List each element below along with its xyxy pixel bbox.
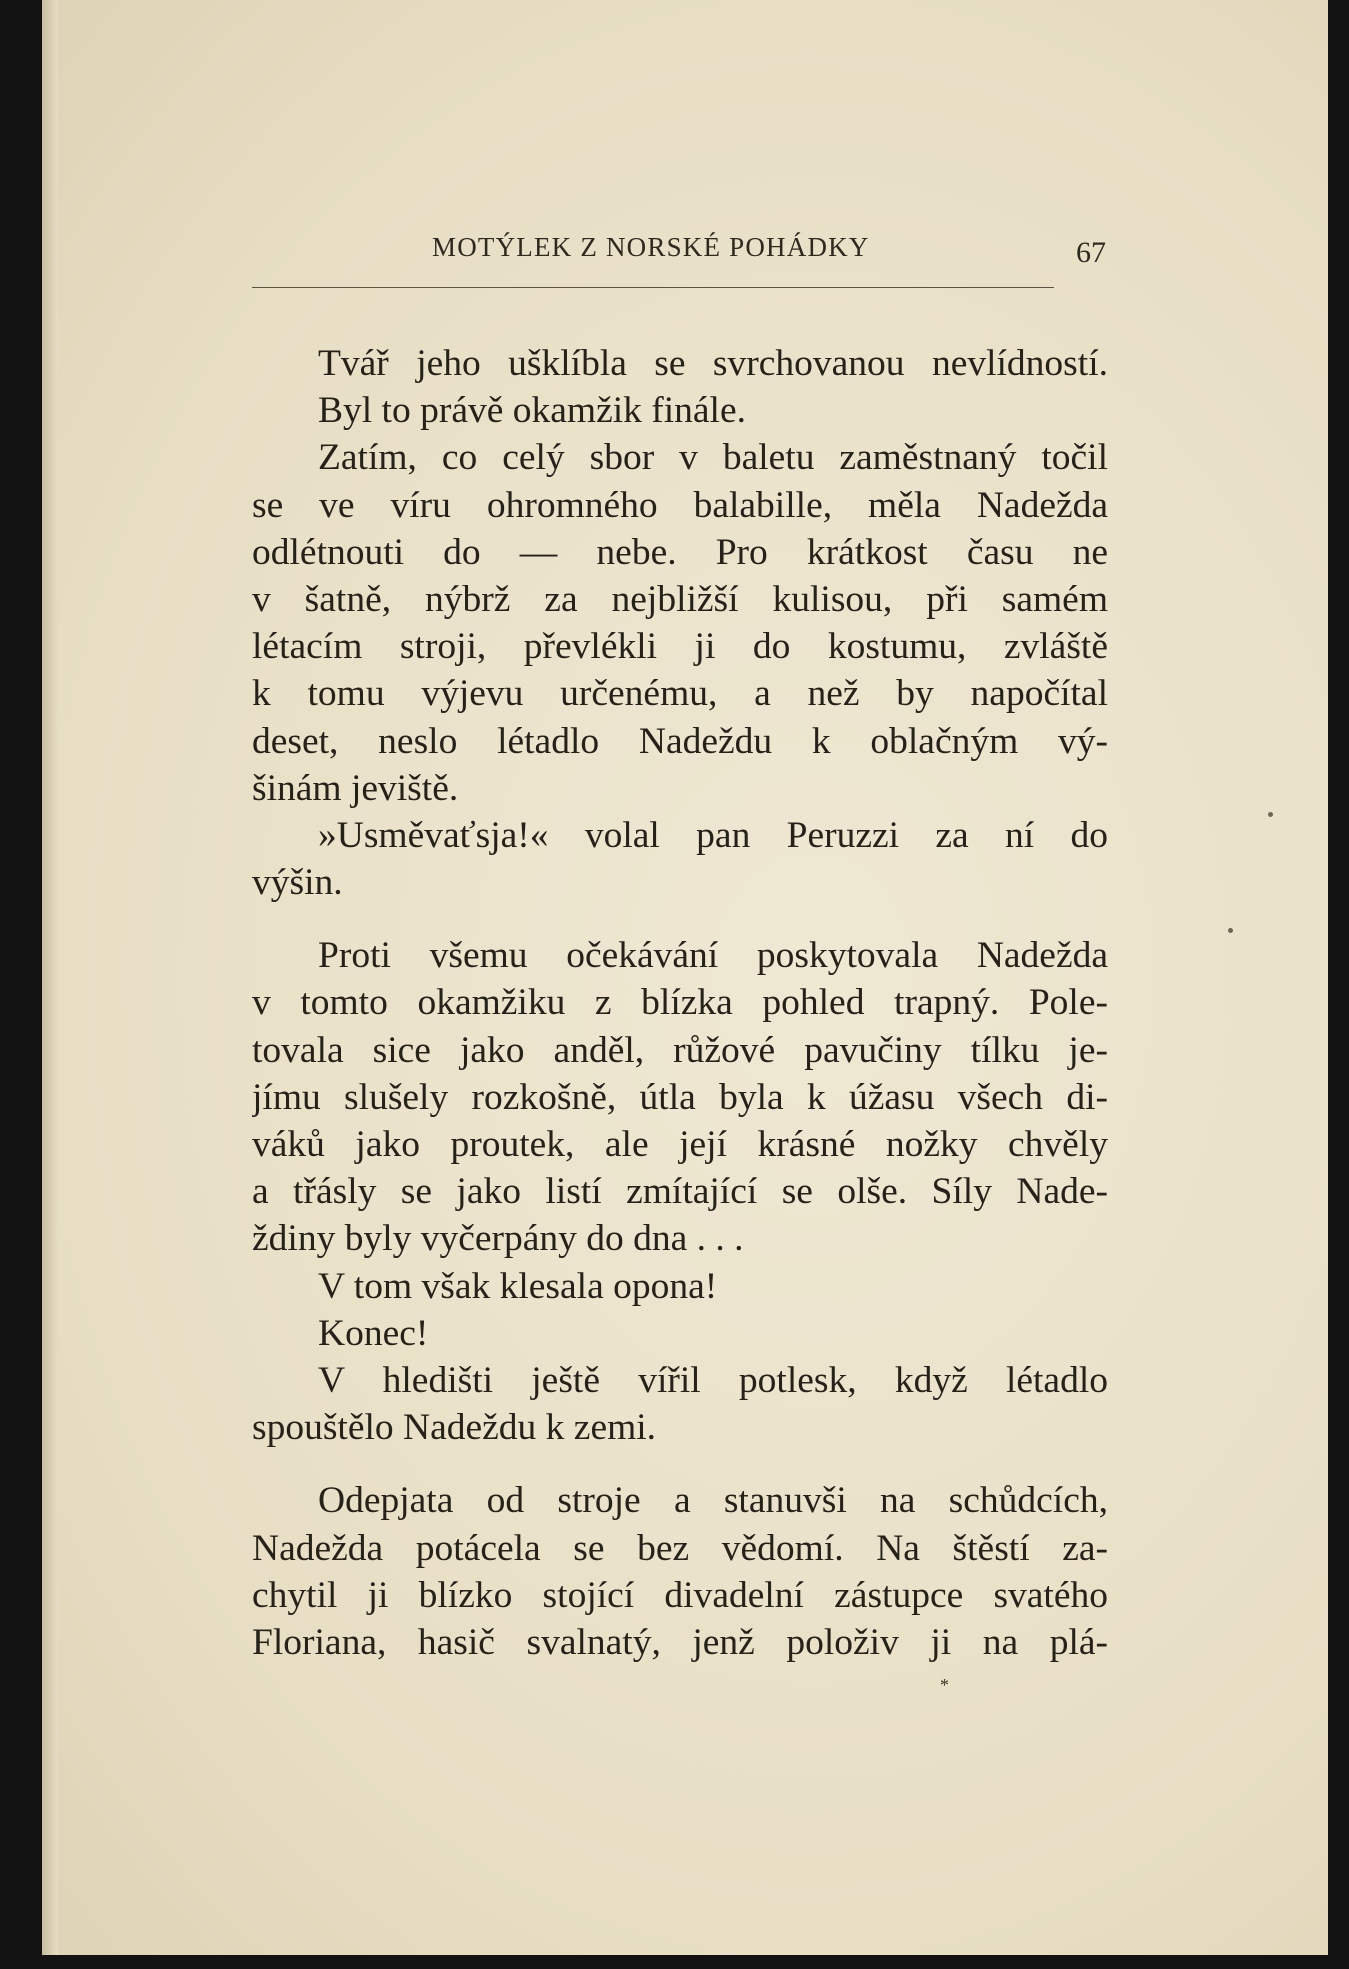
text-line: Konec! [318,1312,429,1354]
text-line: a třásly se jako listí zmítající se olše. Síly Nade- [252,1171,1108,1213]
paper-speck [1268,812,1273,817]
text-line: odlétnouti do — nebe. Pro krátkost času ne [252,531,1108,573]
text-line: Floriana, hasič svalnatý, jenž položiv ji na plá- [252,1621,1108,1663]
text-line: jímu slušely rozkošně, útla byla k úžasu všech di- [252,1076,1108,1118]
text-line: výšin. [252,862,343,904]
text-line: tovala sice jako anděl, růžové pavučiny tílku je- [252,1029,1108,1071]
text-line: Proti všemu očekávání poskytovala Nadežda [318,935,1108,977]
text-line: Zatím, co celý sbor v baletu zaměstnaný točil [318,437,1108,479]
text-line: Byl to právě okamžik finále. [318,390,746,432]
text-line: spouštělo Nadeždu k zemi. [252,1407,657,1449]
text-line: v šatně, nýbrž za nejbližší kulisou, při samém [252,578,1108,620]
text-line: ždiny byly vyčerpány do dna . . . [252,1218,744,1260]
body-text [252,340,1108,1666]
page-number: 67 [1076,236,1106,269]
book-page [42,0,1328,1955]
paper-speck [1228,928,1233,933]
text-line: váků jako proutek, ale její krásné nožky chvěly [252,1124,1108,1165]
header-rule [252,287,1054,288]
text-line: se ve víru ohromného balabille, měla Nadežda [252,484,1108,526]
text-line: v tomto okamžiku z blízka pohled trapný. Pole- [252,982,1108,1024]
text-line: deset, neslo létadlo Nadeždu k oblačným vý- [252,720,1108,762]
text-line: Odepjata od stroje a stanuvši na schůdcích, [318,1480,1108,1522]
text-line: V tom však klesala opona! [318,1265,718,1307]
text-line: k tomu výjevu určenému, a než by napočítal [252,673,1108,715]
running-title: MOTÝLEK Z NORSKÉ POHÁDKY [432,232,870,262]
text-line: létacím stroji, převlékli ji do kostumu, zvláště [252,626,1108,668]
text-line: V hledišti ještě vířil potlesk, když létadlo [318,1359,1108,1401]
text-line: Nadežda potácela se bez vědomí. Na štěstí za- [252,1527,1108,1569]
binding-edge [42,0,58,1955]
text-line: Tvář jeho ušklíbla se svrchovanou nevlídností. [318,343,1108,384]
page-header [252,232,1116,272]
text-line: »Usměvaťsja!« volal pan Peruzzi za ní do [318,814,1108,856]
text-line: chytil ji blízko stojící divadelní zástupce svatého [252,1574,1108,1616]
signature-mark: * [940,1675,949,1695]
text-line: šinám jeviště. [252,767,459,809]
